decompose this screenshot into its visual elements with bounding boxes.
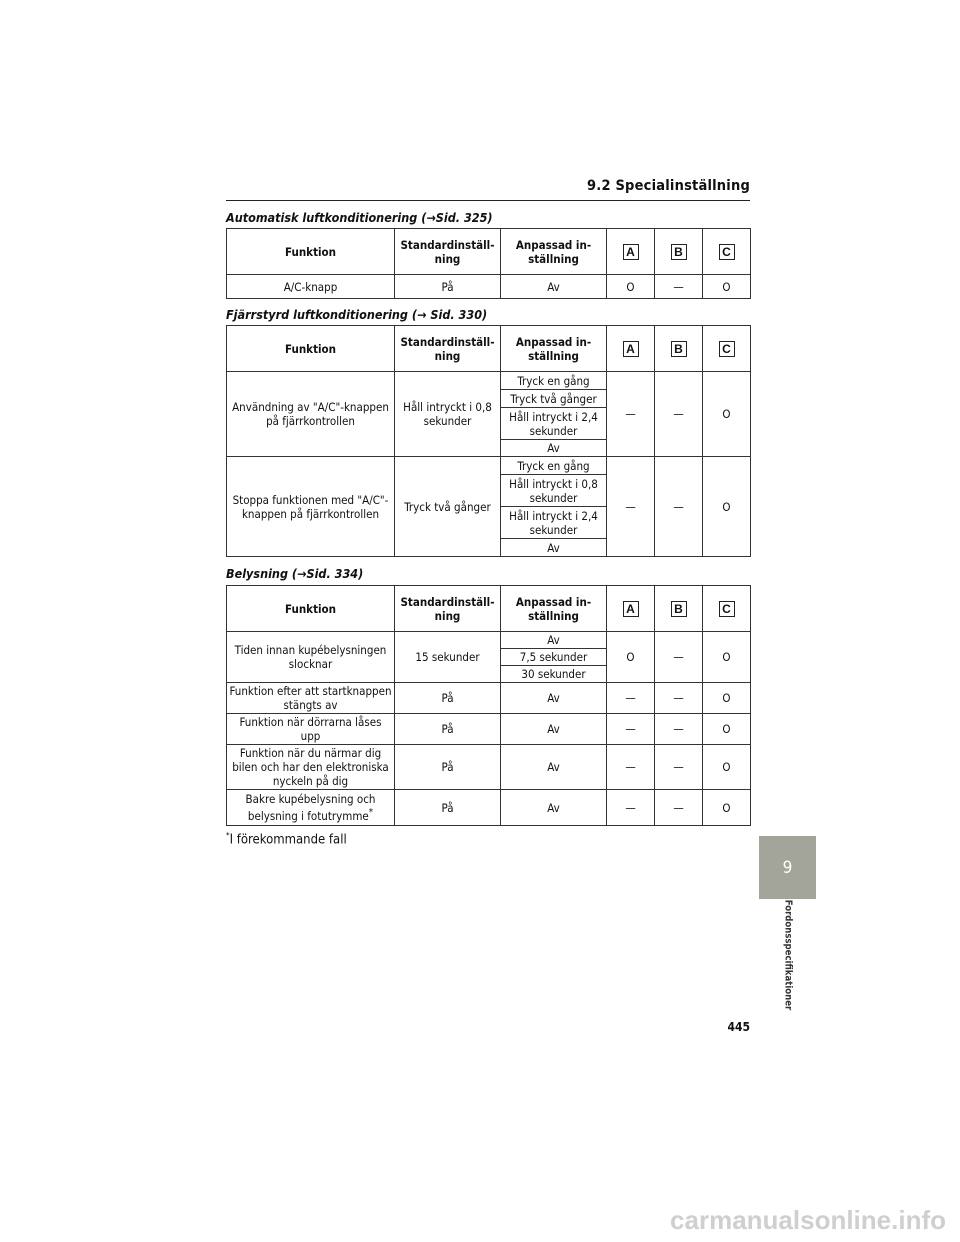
cell-option: Av — [501, 632, 607, 649]
cell-option: Håll intryckt i 0,8 sekunder — [501, 475, 607, 507]
cell-option: 7,5 sekunder — [501, 649, 607, 666]
cell-option: Håll intryckt i 2,4 sekunder — [501, 507, 607, 539]
key-a-icon: A — [623, 244, 639, 260]
cell-b: — — [655, 683, 703, 714]
cell-anpassad: Av — [501, 790, 607, 826]
key-b-icon: B — [671, 341, 687, 357]
cell-option: Tryck en gång — [501, 457, 607, 475]
table-row — [227, 632, 751, 649]
cell-option: Av — [501, 440, 607, 457]
cell-funktion: Funktion när dörrarna låses upp — [227, 714, 395, 745]
cell-option: 30 sekunder — [501, 666, 607, 683]
col-standard: Standardinställ- ning — [395, 586, 501, 632]
chapter-label: Fordonsspecifikationer — [782, 899, 794, 1011]
cell-funktion: Stoppa funktionen med "A/C"-knappen på fjärrkontrollen — [227, 457, 395, 557]
cell-standard: På — [395, 683, 501, 714]
cell-funktion: Användning av "A/C"-knappen på fjärrkontrollen — [227, 372, 395, 457]
cell-c: O — [703, 745, 751, 790]
cell-c: O — [703, 632, 751, 683]
cell-b: — — [655, 632, 703, 683]
footnote-text: I förekommande fall — [229, 832, 347, 848]
page-number: 445 — [727, 1020, 750, 1034]
key-b-icon: B — [671, 244, 687, 260]
section-title-ac: Automatisk luftkonditionering (→Sid. 325) — [226, 210, 493, 225]
chapter-tab — [759, 836, 816, 899]
footnote-marker: * — [368, 807, 374, 819]
cell-standard: På — [395, 275, 501, 299]
table-row — [227, 714, 751, 745]
key-a-icon: A — [623, 341, 639, 357]
key-a-icon: A — [623, 601, 639, 617]
cell-option: Tryck en gång — [501, 372, 607, 390]
table-row — [227, 457, 751, 475]
cell-b: — — [655, 372, 703, 457]
cell-anpassad: Av — [501, 745, 607, 790]
cell-funktion: A/C-knapp — [227, 275, 395, 299]
col-funktion: Funktion — [227, 229, 395, 275]
cell-b: — — [655, 790, 703, 826]
table-row — [227, 790, 751, 826]
cell-option: Håll intryckt i 2,4 sekunder — [501, 408, 607, 440]
cell-option: Tryck två gånger — [501, 390, 607, 408]
table-row — [227, 745, 751, 790]
table-row — [227, 683, 751, 714]
cell-standard: På — [395, 714, 501, 745]
col-funktion: Funktion — [227, 586, 395, 632]
cell-funktion: Funktion när du närmar dig bilen och har den elektroniska nyckeln på dig — [227, 745, 395, 790]
key-c-icon: C — [719, 601, 735, 617]
cell-a: — — [607, 745, 655, 790]
cell-c: O — [703, 457, 751, 557]
table-ac — [226, 228, 751, 299]
cell-c: O — [703, 790, 751, 826]
cell-funktion: Tiden innan kupébelysningen slocknar — [227, 632, 395, 683]
cell-a: — — [607, 372, 655, 457]
cell-anpassad: Av — [501, 714, 607, 745]
chapter-label-wrap — [778, 900, 798, 1010]
col-anpassad: Anpassad in- ställning — [501, 326, 607, 372]
cell-standard: 15 sekunder — [395, 632, 501, 683]
col-standard: Standardinställ- ning — [395, 229, 501, 275]
cell-funktion — [227, 790, 395, 826]
cell-anpassad: Av — [501, 683, 607, 714]
cell-a: — — [607, 714, 655, 745]
col-standard: Standardinställ- ning — [395, 326, 501, 372]
cell-c: O — [703, 372, 751, 457]
col-funktion: Funktion — [227, 326, 395, 372]
section-title-light: Belysning (→Sid. 334) — [226, 566, 364, 581]
cell-a: — — [607, 790, 655, 826]
cell-a: O — [607, 632, 655, 683]
key-c-icon: C — [719, 244, 735, 260]
header-title: 9.2 Specialinställning — [587, 178, 750, 194]
cell-standard: Håll intryckt i 0,8 sekunder — [395, 372, 501, 457]
cell-a: — — [607, 457, 655, 557]
watermark: carmanualsonline.info — [670, 1205, 946, 1235]
key-b-icon: B — [671, 601, 687, 617]
cell-b: — — [655, 714, 703, 745]
cell-a: O — [607, 275, 655, 299]
table-remote — [226, 325, 751, 557]
cell-funktion: Funktion efter att startknappen stängts av — [227, 683, 395, 714]
cell-standard: På — [395, 790, 501, 826]
cell-a: — — [607, 683, 655, 714]
table-row — [227, 372, 751, 390]
cell-b: — — [655, 275, 703, 299]
col-anpassad: Anpassad in- ställning — [501, 586, 607, 632]
cell-anpassad: Av — [501, 275, 607, 299]
cell-b: — — [655, 745, 703, 790]
col-anpassad: Anpassad in- ställning — [501, 229, 607, 275]
footnote-star: * — [226, 831, 230, 840]
cell-standard: Tryck två gånger — [395, 457, 501, 557]
cell-option: Av — [501, 539, 607, 557]
table-light — [226, 585, 751, 826]
cell-standard: På — [395, 745, 501, 790]
section-title-remote: Fjärrstyrd luftkonditionering (→ Sid. 330) — [226, 307, 488, 322]
footnote — [226, 831, 347, 847]
cell-c: O — [703, 683, 751, 714]
cell-funktion-text: Bakre kupébelysning och belysning i fotutrymme — [245, 792, 376, 823]
cell-c: O — [703, 275, 751, 299]
chapter-number: 9 — [782, 858, 793, 878]
key-c-icon: C — [719, 341, 735, 357]
table-row — [227, 275, 751, 299]
cell-c: O — [703, 714, 751, 745]
cell-b: — — [655, 457, 703, 557]
page-header — [226, 178, 750, 201]
